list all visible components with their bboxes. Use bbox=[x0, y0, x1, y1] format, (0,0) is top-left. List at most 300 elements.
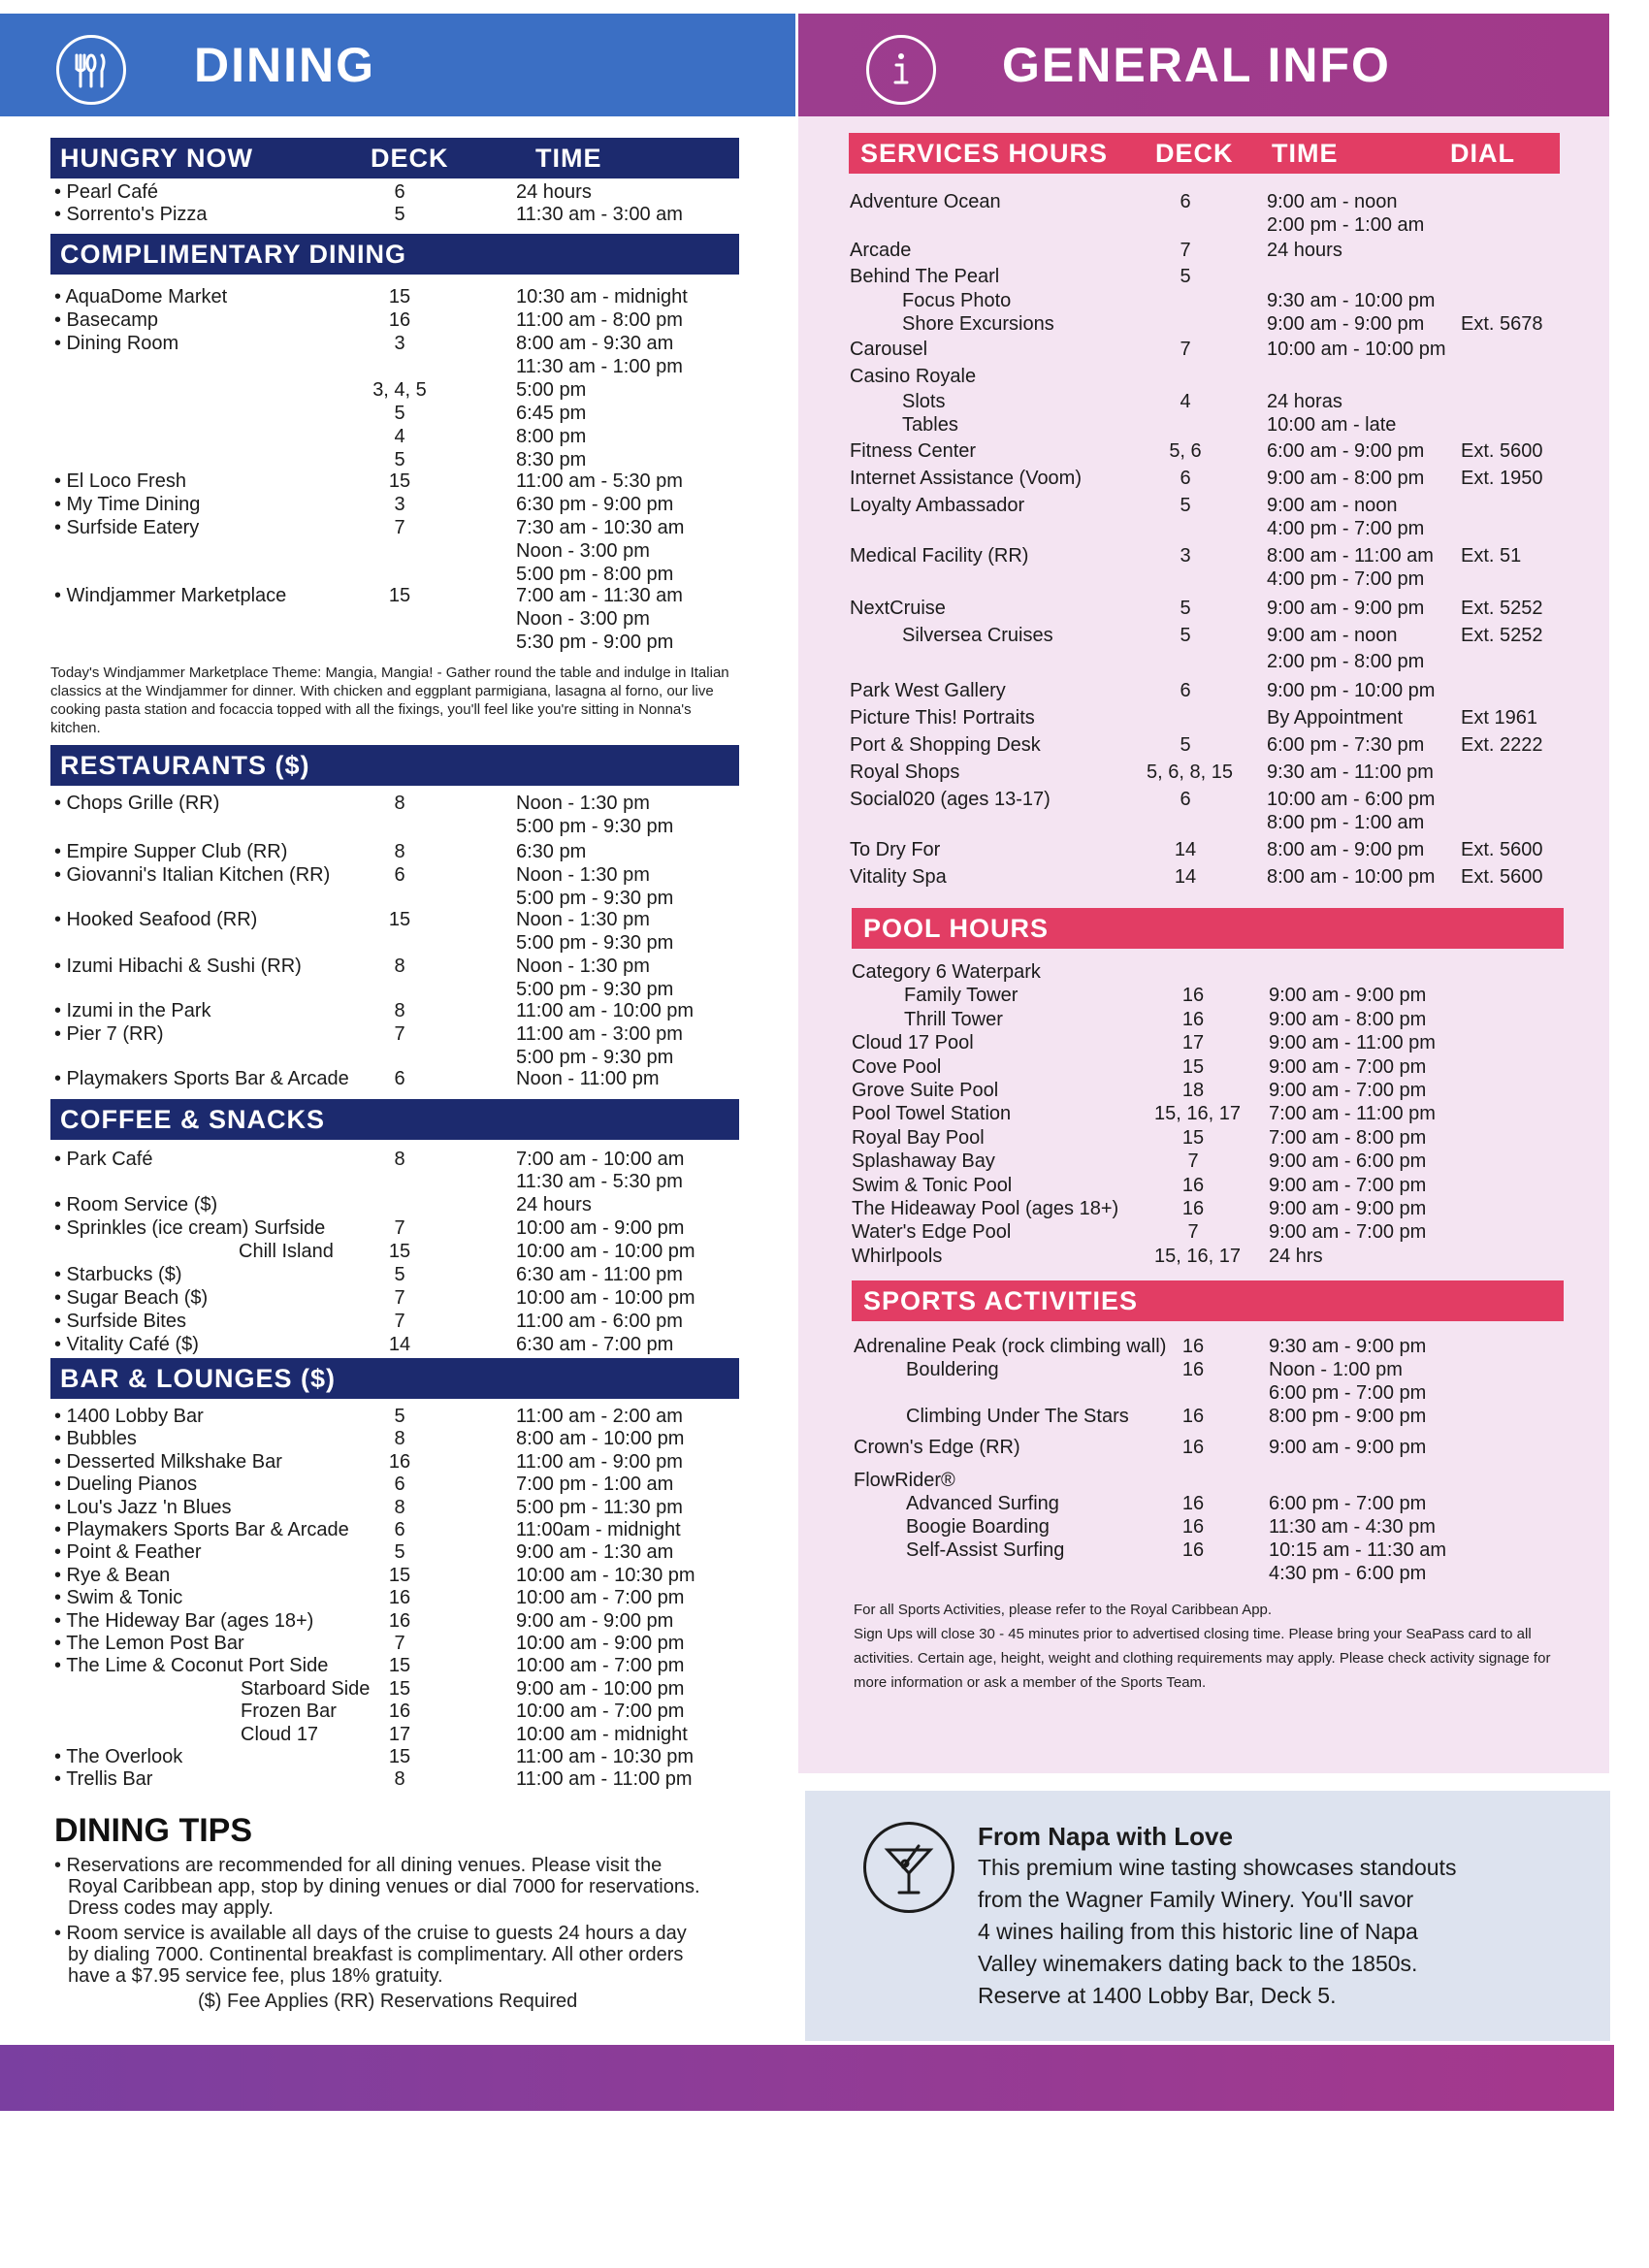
complimentary-row-deck: 3 bbox=[394, 333, 405, 354]
service-row-name: Behind The Pearl bbox=[850, 266, 1000, 287]
dining-header bbox=[0, 14, 795, 116]
service-row-time: 9:30 am - 10:00 pm bbox=[1267, 290, 1436, 311]
bar-row-deck: 17 bbox=[388, 1723, 411, 1745]
sports-activities-header: SPORTS ACTIVITIES bbox=[852, 1280, 1564, 1321]
service-row-time: 9:00 am - noon bbox=[1267, 495, 1398, 516]
restaurant-row-time: 5:00 pm - 9:30 pm bbox=[516, 932, 674, 954]
service-row-name: Royal Shops bbox=[850, 761, 960, 783]
bar-row-name: • Trellis Bar bbox=[54, 1768, 153, 1791]
sports-row-name: Boogie Boarding bbox=[906, 1516, 1050, 1538]
hungry-now-row-deck: 6 bbox=[394, 181, 405, 203]
pool-row-time: 24 hrs bbox=[1269, 1245, 1323, 1267]
bar-row-name: • Playmakers Sports Bar & Arcade bbox=[54, 1519, 349, 1540]
service-row-dial: Ext. 5678 bbox=[1461, 313, 1543, 335]
pool-row-time: 9:00 am - 7:00 pm bbox=[1269, 1174, 1427, 1196]
bar-row-name: • Dueling Pianos bbox=[54, 1474, 198, 1496]
hungry-now-row-time: 11:30 am - 3:00 am bbox=[516, 204, 683, 225]
coffee-row-deck: 14 bbox=[388, 1334, 411, 1355]
service-row-dial: Ext 1961 bbox=[1461, 707, 1537, 729]
complimentary-row-time: 11:30 am - 1:00 pm bbox=[516, 356, 683, 377]
coffee-row-deck: 7 bbox=[394, 1287, 405, 1309]
restaurant-row-name: • Giovanni's Italian Kitchen (RR) bbox=[54, 864, 331, 886]
service-row-time: 6:00 pm - 7:30 pm bbox=[1267, 734, 1425, 756]
complimentary-row-time: 5:30 pm - 9:00 pm bbox=[516, 632, 674, 653]
martini-glass-icon bbox=[863, 1822, 954, 1913]
service-row-name: Social020 (ages 13-17) bbox=[850, 789, 1051, 810]
bar-row-time: 9:00 am - 9:00 pm bbox=[516, 1609, 674, 1632]
sports-row-deck: 16 bbox=[1181, 1539, 1205, 1561]
bar-row-deck: 16 bbox=[388, 1587, 411, 1609]
restaurant-row-deck: 6 bbox=[394, 1068, 405, 1089]
coffee-row-deck: 5 bbox=[394, 1264, 405, 1285]
pool-row-time: 9:00 am - 7:00 pm bbox=[1269, 1221, 1427, 1244]
coffee-row-name: Chill Island bbox=[239, 1241, 334, 1262]
restaurant-row-time: 11:00 am - 10:00 pm bbox=[516, 1000, 695, 1021]
bar-row-name: • Rye & Bean bbox=[54, 1564, 171, 1586]
bar-row-name: Frozen Bar bbox=[241, 1701, 337, 1723]
bar-row-time: 7:00 pm - 1:00 am bbox=[516, 1474, 674, 1496]
coffee-row-name: • Sprinkles (ice cream) Surfside bbox=[54, 1217, 326, 1239]
coffee-row-name: • Surfside Bites bbox=[54, 1311, 186, 1332]
sports-row-name: Adrenaline Peak (rock climbing wall) bbox=[854, 1336, 1167, 1357]
service-row-time: 9:00 pm - 10:00 pm bbox=[1267, 680, 1436, 701]
service-row-dial: Ext. 2222 bbox=[1461, 734, 1543, 756]
service-row-deck: 5 bbox=[1180, 734, 1191, 756]
coffee-row-time: 10:00 am - 9:00 pm bbox=[516, 1217, 685, 1239]
bar-row-name: • Point & Feather bbox=[54, 1541, 202, 1564]
service-row-dial: Ext. 51 bbox=[1461, 545, 1522, 567]
bar-row-name: • Swim & Tonic bbox=[54, 1587, 183, 1609]
coffee-row-deck: 7 bbox=[394, 1217, 405, 1239]
service-row-time: 9:30 am - 11:00 pm bbox=[1267, 761, 1434, 783]
cutlery-icon bbox=[56, 35, 126, 105]
complimentary-row-time: 8:00 am - 9:30 am bbox=[516, 333, 674, 354]
napa-promo-title: From Napa with Love bbox=[978, 1822, 1233, 1851]
general-info-header bbox=[798, 14, 1609, 116]
bar-row-time: 9:00 am - 10:00 pm bbox=[516, 1677, 685, 1700]
restaurant-row-deck: 7 bbox=[394, 1023, 405, 1045]
service-row-name: Focus Photo bbox=[902, 290, 1012, 311]
bar-row-time: 11:00 am - 9:00 pm bbox=[516, 1450, 683, 1473]
tips-line: Dress codes may apply. bbox=[68, 1897, 274, 1919]
coffee-row-deck: 7 bbox=[394, 1311, 405, 1332]
sports-row-time: 8:00 pm - 9:00 pm bbox=[1269, 1406, 1427, 1427]
restaurant-row-time: 11:00 am - 3:00 pm bbox=[516, 1023, 683, 1045]
sports-row-name: Bouldering bbox=[906, 1359, 999, 1380]
service-row-deck: 5 bbox=[1180, 495, 1191, 516]
service-row-time: 9:00 am - noon bbox=[1267, 625, 1398, 646]
complimentary-row-deck: 15 bbox=[388, 470, 411, 492]
service-row-dial: Ext. 5600 bbox=[1461, 866, 1543, 888]
service-row-name: Tables bbox=[902, 414, 958, 436]
pool-row-deck: 15 bbox=[1181, 1055, 1205, 1078]
bar-row-time: 10:00 am - 7:00 pm bbox=[516, 1701, 685, 1723]
sports-row-name: Climbing Under The Stars bbox=[906, 1406, 1129, 1427]
pool-row-name: Grove Suite Pool bbox=[852, 1080, 999, 1101]
service-row-deck: 14 bbox=[1174, 839, 1197, 860]
general-info-title: GENERAL INFO bbox=[1002, 38, 1391, 92]
service-row-deck: 6 bbox=[1180, 468, 1191, 489]
theme-note-line: classics at the Windjammer for dinner. With chicken and eggplant parmigiana, lasagna al forno, our live bbox=[50, 683, 714, 699]
pool-row-name: Pool Towel Station bbox=[852, 1103, 1012, 1125]
bar-row-time: 11:00 am - 10:30 pm bbox=[516, 1746, 695, 1767]
service-row-time: 9:00 am - 9:00 pm bbox=[1267, 598, 1425, 619]
bar-row-name: • 1400 Lobby Bar bbox=[54, 1406, 204, 1427]
bar-row-deck: 16 bbox=[388, 1609, 411, 1632]
restaurant-row-deck: 8 bbox=[394, 1000, 405, 1021]
service-row-deck: 4 bbox=[1180, 391, 1191, 412]
pool-row-time: 9:00 am - 9:00 pm bbox=[1269, 1198, 1427, 1219]
bar-row-deck: 5 bbox=[394, 1541, 405, 1564]
coffee-row-time: 10:00 am - 10:00 pm bbox=[516, 1287, 695, 1309]
pool-row-time: 7:00 am - 8:00 pm bbox=[1269, 1126, 1427, 1149]
bar-row-time: 10:00 am - 7:00 pm bbox=[516, 1587, 685, 1609]
pool-row-time: 7:00 am - 11:00 pm bbox=[1269, 1103, 1436, 1125]
coffee-row-name: • Starbucks ($) bbox=[54, 1264, 182, 1285]
service-row-deck: 7 bbox=[1180, 240, 1191, 261]
pool-row-name: The Hideaway Pool (ages 18+) bbox=[852, 1198, 1119, 1219]
restaurant-row-name: • Hooked Seafood (RR) bbox=[54, 909, 258, 930]
service-row-name: Slots bbox=[902, 391, 946, 412]
service-row-name: Silversea Cruises bbox=[902, 625, 1053, 646]
bar-row-deck: 5 bbox=[394, 1406, 405, 1427]
info-icon bbox=[866, 35, 936, 105]
sports-row-deck: 16 bbox=[1181, 1406, 1205, 1427]
complimentary-row-time: 11:00 am - 8:00 pm bbox=[516, 309, 683, 331]
restaurant-row-deck: 8 bbox=[394, 841, 405, 862]
complimentary-row-time: 11:00 am - 5:30 pm bbox=[516, 470, 683, 492]
service-row-name: To Dry For bbox=[850, 839, 941, 860]
service-row-time: 8:00 am - 10:00 pm bbox=[1267, 866, 1436, 888]
complimentary-row-time: 8:30 pm bbox=[516, 449, 587, 470]
restaurant-row-time: 6:30 pm bbox=[516, 841, 587, 862]
pool-row-deck: 16 bbox=[1181, 1008, 1205, 1030]
coffee-row-deck: 15 bbox=[388, 1241, 411, 1262]
complimentary-row-deck: 5 bbox=[394, 403, 405, 424]
bar-row-name: • The Hideway Bar (ages 18+) bbox=[54, 1609, 314, 1632]
bar-row-name: • The Lime & Coconut Port Side bbox=[54, 1655, 329, 1677]
service-row-deck: 6 bbox=[1180, 680, 1191, 701]
service-row-name: Shore Excursions bbox=[902, 313, 1054, 335]
sports-row-time: 4:30 pm - 6:00 pm bbox=[1269, 1563, 1427, 1584]
pool-row-name: Category 6 Waterpark bbox=[852, 961, 1041, 983]
service-row-time: 9:00 am - 9:00 pm bbox=[1267, 313, 1425, 335]
service-row-name: Picture This! Portraits bbox=[850, 707, 1035, 729]
service-row-name: NextCruise bbox=[850, 598, 946, 619]
tips-line: by dialing 7000. Continental breakfast is complimentary. All other orders bbox=[68, 1944, 684, 1965]
restaurant-row-name: • Playmakers Sports Bar & Arcade bbox=[54, 1068, 349, 1089]
sports-row-deck: 16 bbox=[1181, 1493, 1205, 1514]
complimentary-row-time: 6:45 pm bbox=[516, 403, 587, 424]
coffee-row-name: • Room Service ($) bbox=[54, 1194, 218, 1215]
pool-row-name: Cloud 17 Pool bbox=[852, 1032, 974, 1054]
bar-row-deck: 6 bbox=[394, 1519, 405, 1540]
tips-line: Royal Caribbean app, stop by dining venues or dial 7000 for reservations. bbox=[68, 1876, 700, 1897]
pool-row-time: 9:00 am - 7:00 pm bbox=[1269, 1080, 1427, 1101]
restaurant-row-time: Noon - 11:00 pm bbox=[516, 1068, 660, 1089]
theme-note-line: cooking pasta station and focaccia topped with all the fixings, you'll feel like you're sitting in Nonna's bbox=[50, 701, 692, 718]
coffee-row-time: 11:00 am - 6:00 pm bbox=[516, 1311, 683, 1332]
sports-row-name: FlowRider® bbox=[854, 1470, 955, 1491]
complimentary-row-time: 8:00 pm bbox=[516, 426, 587, 447]
service-row-time: 2:00 pm - 1:00 am bbox=[1267, 214, 1425, 236]
theme-note-line: Today's Windjammer Marketplace Theme: Mangia, Mangia! - Gather round the table and indulge in Italian bbox=[50, 664, 729, 681]
service-row-time: 2:00 pm - 8:00 pm bbox=[1267, 651, 1425, 672]
service-row-name: Carousel bbox=[850, 339, 928, 360]
complimentary-row-deck: 4 bbox=[394, 426, 405, 447]
complimentary-row-time: Noon - 3:00 pm bbox=[516, 608, 650, 630]
service-row-time: 10:00 am - 6:00 pm bbox=[1267, 789, 1436, 810]
service-row-name: Internet Assistance (Voom) bbox=[850, 468, 1083, 489]
service-row-time: 6:00 am - 9:00 pm bbox=[1267, 440, 1425, 462]
restaurant-row-time: Noon - 1:30 pm bbox=[516, 864, 650, 886]
complimentary-row-time: 7:30 am - 10:30 am bbox=[516, 517, 685, 538]
bar-row-time: 5:00 pm - 11:30 pm bbox=[516, 1496, 683, 1518]
restaurant-row-deck: 8 bbox=[394, 793, 405, 814]
bottom-decorative-band bbox=[0, 2045, 1614, 2111]
bar-row-deck: 15 bbox=[388, 1564, 411, 1586]
sports-note-line: For all Sports Activities, please refer to the Royal Caribbean App. bbox=[854, 1602, 1273, 1618]
complimentary-row-name: • El Loco Fresh bbox=[54, 470, 186, 492]
complimentary-row-deck: 3 bbox=[394, 494, 405, 515]
sports-note-line: more information or ask a member of the Sports Team. bbox=[854, 1674, 1207, 1691]
service-row-time: 24 horas bbox=[1267, 391, 1342, 412]
napa-line: Reserve at 1400 Lobby Bar, Deck 5. bbox=[978, 1983, 1337, 2008]
hungry-now-row-time: 24 hours bbox=[516, 181, 592, 203]
sports-row-time: 9:00 am - 9:00 pm bbox=[1269, 1437, 1427, 1458]
pool-row-deck: 16 bbox=[1181, 985, 1205, 1007]
coffee-row-time: 7:00 am - 10:00 am bbox=[516, 1149, 685, 1170]
coffee-row-time: 6:30 am - 7:00 pm bbox=[516, 1334, 674, 1355]
coffee-row-time: 10:00 am - 10:00 pm bbox=[516, 1241, 695, 1262]
tips-line: • Reservations are recommended for all dining venues. Please visit the bbox=[54, 1855, 663, 1876]
bar-row-time: 8:00 am - 10:00 pm bbox=[516, 1428, 685, 1450]
hungry-now-row-name: • Sorrento's Pizza bbox=[54, 204, 208, 225]
hungry-now-row-deck: 5 bbox=[394, 204, 405, 225]
coffee-row-time: 6:30 am - 11:00 pm bbox=[516, 1264, 683, 1285]
restaurant-row-time: Noon - 1:30 pm bbox=[516, 793, 650, 814]
pool-row-time: 9:00 am - 7:00 pm bbox=[1269, 1055, 1427, 1078]
coffee-row-name: • Park Café bbox=[54, 1149, 153, 1170]
service-row-dial: Ext. 5252 bbox=[1461, 625, 1543, 646]
service-row-dial: Ext. 5252 bbox=[1461, 598, 1543, 619]
pool-row-name: Swim & Tonic Pool bbox=[852, 1174, 1013, 1196]
service-row-name: Arcade bbox=[850, 240, 912, 261]
pool-row-deck: 17 bbox=[1181, 1032, 1205, 1054]
complimentary-row-name: • Dining Room bbox=[54, 333, 179, 354]
sports-row-name: Crown's Edge (RR) bbox=[854, 1437, 1020, 1458]
bar-row-time: 11:00 am - 11:00 pm bbox=[516, 1768, 693, 1791]
service-row-name: Medical Facility (RR) bbox=[850, 545, 1029, 567]
complimentary-row-deck: 15 bbox=[388, 585, 411, 606]
pool-row-time: 9:00 am - 11:00 pm bbox=[1269, 1032, 1436, 1054]
restaurant-row-time: 5:00 pm - 9:30 pm bbox=[516, 979, 674, 1000]
service-row-time: By Appointment bbox=[1267, 707, 1404, 729]
coffee-row-name: • Sugar Beach ($) bbox=[54, 1287, 209, 1309]
service-row-time: 8:00 am - 9:00 pm bbox=[1267, 839, 1425, 860]
complimentary-row-time: 10:30 am - midnight bbox=[516, 286, 688, 308]
complimentary-row-deck: 3, 4, 5 bbox=[372, 379, 427, 401]
bar-row-time: 11:00am - midnight bbox=[516, 1519, 681, 1540]
pool-row-name: Whirlpools bbox=[852, 1245, 943, 1267]
bar-lounges-header: BAR & LOUNGES ($) bbox=[50, 1358, 739, 1399]
pool-row-name: Thrill Tower bbox=[904, 1008, 1003, 1030]
service-row-time: 4:00 pm - 7:00 pm bbox=[1267, 518, 1425, 539]
service-row-deck: 5 bbox=[1180, 625, 1191, 646]
sports-row-name: Self-Assist Surfing bbox=[906, 1539, 1065, 1561]
sports-row-time: 10:15 am - 11:30 am bbox=[1269, 1539, 1447, 1561]
service-row-deck: 14 bbox=[1174, 866, 1197, 888]
coffee-row-deck: 8 bbox=[394, 1149, 405, 1170]
bar-row-deck: 8 bbox=[394, 1768, 405, 1791]
service-row-dial: Ext. 5600 bbox=[1461, 839, 1543, 860]
service-row-name: Adventure Ocean bbox=[850, 191, 1001, 212]
sports-note-line: activities. Certain age, height, weight and clothing requirements may apply. Please check activity signage for bbox=[854, 1650, 1551, 1667]
bar-row-deck: 16 bbox=[388, 1450, 411, 1473]
bar-row-deck: 8 bbox=[394, 1428, 405, 1450]
napa-line: This premium wine tasting showcases standouts bbox=[978, 1855, 1457, 1880]
bar-row-name: • The Lemon Post Bar bbox=[54, 1633, 244, 1654]
restaurant-row-deck: 6 bbox=[394, 864, 405, 886]
bar-row-name: Cloud 17 bbox=[241, 1723, 319, 1745]
service-row-time: 24 hours bbox=[1267, 240, 1342, 261]
complimentary-row-time: Noon - 3:00 pm bbox=[516, 540, 650, 562]
pool-row-name: Cove Pool bbox=[852, 1055, 942, 1078]
service-row-name: Casino Royale bbox=[850, 366, 977, 387]
bar-row-name: Starboard Side bbox=[241, 1677, 371, 1700]
service-row-dial: Ext. 5600 bbox=[1461, 440, 1543, 462]
bar-row-deck: 15 bbox=[388, 1655, 411, 1677]
pool-row-time: 9:00 am - 8:00 pm bbox=[1269, 1008, 1427, 1030]
pool-row-name: Splashaway Bay bbox=[852, 1150, 995, 1173]
service-row-time: 9:00 am - noon bbox=[1267, 191, 1398, 212]
service-row-name: Park West Gallery bbox=[850, 680, 1006, 701]
restaurant-row-time: 5:00 pm - 9:30 pm bbox=[516, 1047, 674, 1068]
service-row-deck: 5, 6 bbox=[1169, 440, 1202, 462]
sports-row-time: 6:00 pm - 7:00 pm bbox=[1269, 1493, 1427, 1514]
complimentary-row-time: 7:00 am - 11:30 am bbox=[516, 585, 683, 606]
service-row-deck: 7 bbox=[1180, 339, 1191, 360]
complimentary-row-deck: 16 bbox=[388, 309, 411, 331]
service-row-time: 8:00 pm - 1:00 am bbox=[1267, 812, 1425, 833]
service-row-dial: Ext. 1950 bbox=[1461, 468, 1543, 489]
sports-row-time: 11:30 am - 4:30 pm bbox=[1269, 1516, 1436, 1538]
sports-row-time: Noon - 1:00 pm bbox=[1269, 1359, 1403, 1380]
pool-row-time: 9:00 am - 6:00 pm bbox=[1269, 1150, 1427, 1173]
service-row-deck: 6 bbox=[1180, 789, 1191, 810]
complimentary-row-name: • Windjammer Marketplace bbox=[54, 585, 287, 606]
sports-row-deck: 16 bbox=[1181, 1516, 1205, 1538]
sports-row-time: 9:30 am - 9:00 pm bbox=[1269, 1336, 1427, 1357]
complimentary-row-deck: 5 bbox=[394, 449, 405, 470]
sports-row-name: Advanced Surfing bbox=[906, 1493, 1059, 1514]
restaurant-row-name: • Pier 7 (RR) bbox=[54, 1023, 164, 1045]
pool-row-deck: 15, 16, 17 bbox=[1154, 1103, 1241, 1125]
complimentary-row-deck: 15 bbox=[388, 286, 411, 308]
complimentary-row-name: • AquaDome Market bbox=[54, 286, 228, 308]
restaurant-row-time: 5:00 pm - 9:30 pm bbox=[516, 816, 674, 837]
bar-row-time: 9:00 am - 1:30 am bbox=[516, 1541, 674, 1564]
restaurant-row-deck: 8 bbox=[394, 956, 405, 977]
bar-row-time: 10:00 am - midnight bbox=[516, 1723, 688, 1745]
restaurant-row-name: • Chops Grille (RR) bbox=[54, 793, 220, 814]
complimentary-row-name: • My Time Dining bbox=[54, 494, 201, 515]
bar-row-deck: 15 bbox=[388, 1677, 411, 1700]
coffee-row-name: • Vitality Café ($) bbox=[54, 1334, 199, 1355]
service-row-name: Vitality Spa bbox=[850, 866, 947, 888]
napa-line: Valley winemakers dating back to the 1850s. bbox=[978, 1951, 1418, 1976]
bar-row-time: 11:00 am - 2:00 am bbox=[516, 1406, 683, 1427]
pool-row-deck: 18 bbox=[1181, 1080, 1205, 1101]
service-row-deck: 5 bbox=[1180, 266, 1191, 287]
dining-tips-title: DINING TIPS bbox=[54, 1812, 253, 1849]
service-row-deck: 5 bbox=[1180, 598, 1191, 619]
pool-row-deck: 15, 16, 17 bbox=[1154, 1245, 1241, 1267]
tips-line: have a $7.95 service fee, plus 18% gratuity. bbox=[68, 1965, 443, 1987]
service-row-time: 4:00 pm - 7:00 pm bbox=[1267, 568, 1425, 590]
restaurant-row-deck: 15 bbox=[388, 909, 411, 930]
service-row-deck: 5, 6, 8, 15 bbox=[1147, 761, 1233, 783]
services-hours-header: SERVICES HOURS DECK TIME DIAL bbox=[849, 133, 1560, 174]
service-row-name: Port & Shopping Desk bbox=[850, 734, 1041, 756]
coffee-row-time: 24 hours bbox=[516, 1194, 592, 1215]
restaurant-row-time: Noon - 1:30 pm bbox=[516, 909, 650, 930]
sports-row-deck: 16 bbox=[1181, 1437, 1205, 1458]
sports-row-deck: 16 bbox=[1181, 1359, 1205, 1380]
complimentary-row-time: 6:30 pm - 9:00 pm bbox=[516, 494, 674, 515]
hungry-now-row-name: • Pearl Café bbox=[54, 181, 159, 203]
tips-line: • Room service is available all days of the cruise to guests 24 hours a day bbox=[54, 1923, 687, 1944]
pool-row-deck: 7 bbox=[1187, 1221, 1199, 1244]
complimentary-row-time: 5:00 pm bbox=[516, 379, 587, 401]
bar-row-deck: 16 bbox=[388, 1701, 411, 1723]
bar-row-deck: 7 bbox=[394, 1633, 405, 1654]
napa-line: 4 wines hailing from this historic line of Napa bbox=[978, 1919, 1418, 1944]
dining-tips-legend: ($) Fee Applies (RR) Reservations Required bbox=[198, 1991, 578, 2012]
pool-row-deck: 16 bbox=[1181, 1174, 1205, 1196]
bar-row-name: • Lou's Jazz 'n Blues bbox=[54, 1496, 232, 1518]
pool-row-deck: 15 bbox=[1181, 1126, 1205, 1149]
restaurants-header: RESTAURANTS ($) bbox=[50, 745, 739, 786]
bar-row-name: • Bubbles bbox=[54, 1428, 137, 1450]
service-row-name: Loyalty Ambassador bbox=[850, 495, 1025, 516]
pool-row-time: 9:00 am - 9:00 pm bbox=[1269, 985, 1427, 1007]
sports-note-line: Sign Ups will close 30 - 45 minutes prior to advertised closing time. Please bring your SeaPass card to all bbox=[854, 1626, 1532, 1642]
service-row-time: 8:00 am - 11:00 am bbox=[1267, 545, 1434, 567]
complimentary-row-name: • Basecamp bbox=[54, 309, 159, 331]
pool-row-name: Family Tower bbox=[904, 985, 1018, 1007]
pool-row-name: Royal Bay Pool bbox=[852, 1126, 985, 1149]
restaurant-row-name: • Izumi Hibachi & Sushi (RR) bbox=[54, 956, 302, 977]
bar-row-time: 10:00 am - 7:00 pm bbox=[516, 1655, 685, 1677]
service-row-name: Fitness Center bbox=[850, 440, 977, 462]
dining-title: DINING bbox=[194, 38, 375, 92]
sports-row-time: 6:00 pm - 7:00 pm bbox=[1269, 1382, 1427, 1404]
pool-hours-header: POOL HOURS bbox=[852, 908, 1564, 949]
bar-row-deck: 8 bbox=[394, 1496, 405, 1518]
pool-row-deck: 16 bbox=[1181, 1198, 1205, 1219]
hungry-now-header: HUNGRY NOW DECK TIME bbox=[50, 138, 739, 178]
bar-row-time: 10:00 am - 9:00 pm bbox=[516, 1633, 685, 1654]
service-row-time: 10:00 am - 10:00 pm bbox=[1267, 339, 1446, 360]
sports-row-deck: 16 bbox=[1181, 1336, 1205, 1357]
theme-note-line: kitchen. bbox=[50, 720, 101, 736]
napa-line: from the Wagner Family Winery. You'll savor bbox=[978, 1887, 1414, 1912]
coffee-snacks-header: COFFEE & SNACKS bbox=[50, 1099, 739, 1140]
bar-row-name: • Desserted Milkshake Bar bbox=[54, 1450, 282, 1473]
complimentary-dining-header: COMPLIMENTARY DINING bbox=[50, 234, 739, 275]
bar-row-deck: 6 bbox=[394, 1474, 405, 1496]
